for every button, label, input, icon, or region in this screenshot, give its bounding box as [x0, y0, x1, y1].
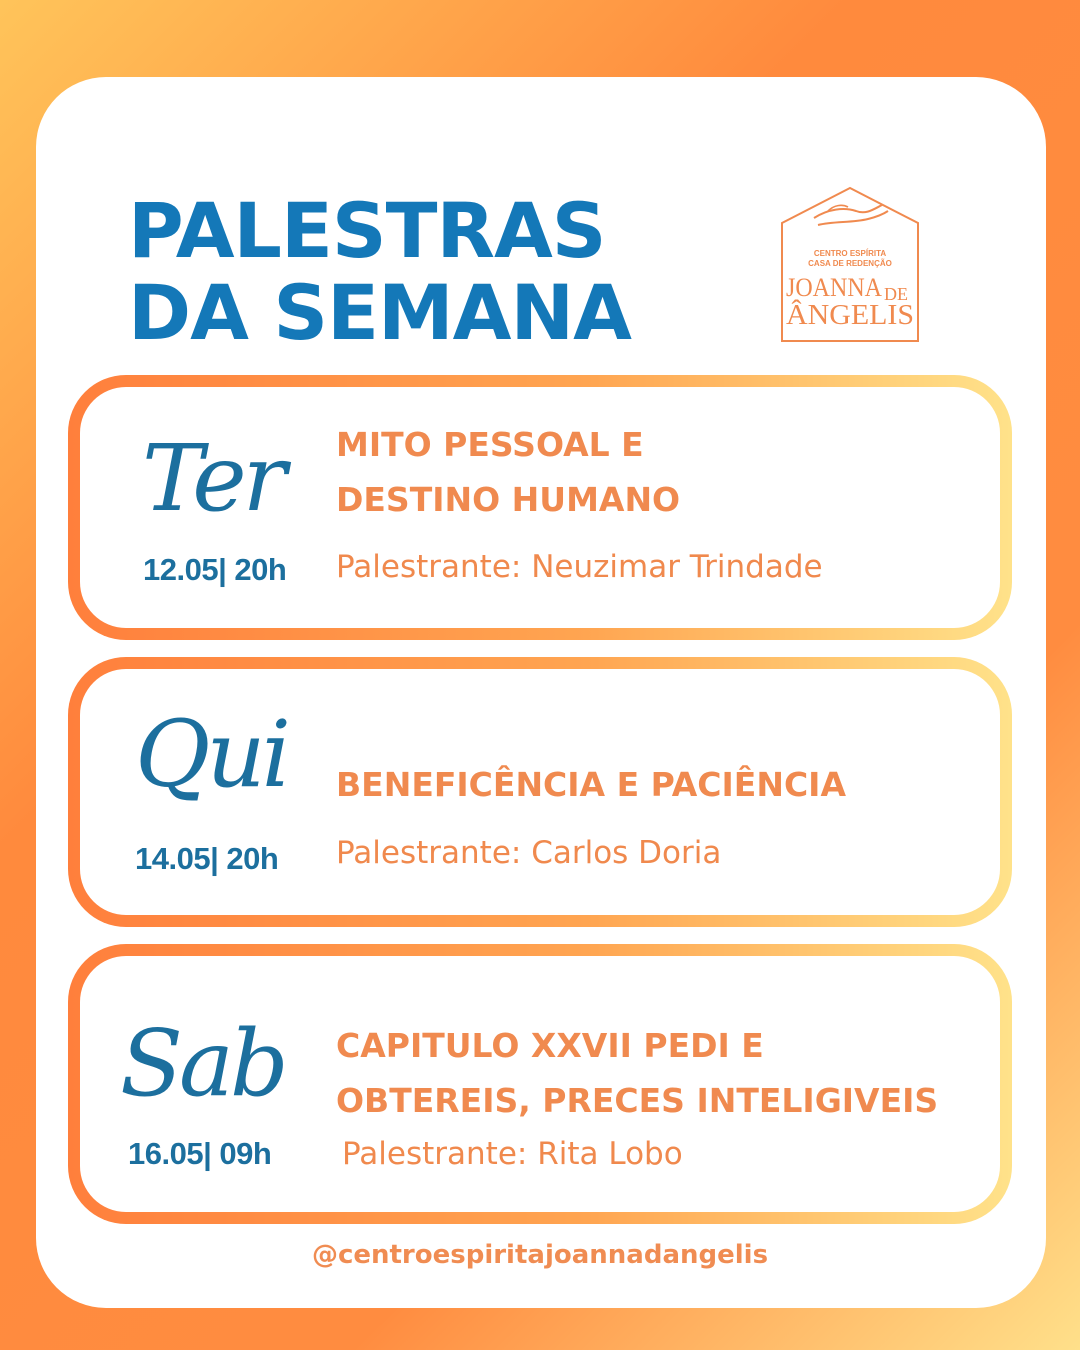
- topic-line-1: BENEFICÊNCIA E PACIÊNCIA: [336, 765, 847, 804]
- logo-line-1: CENTRO ESPÍRITA: [813, 249, 887, 258]
- event-card-tuesday: [68, 375, 1012, 640]
- logo-line-2: CASA DE REDENÇÃO: [808, 259, 892, 268]
- event-card-saturday: [68, 944, 1012, 1224]
- event-topic: [336, 417, 680, 527]
- instagram-handle[interactable]: @centroespiritajoannadangelis: [311, 1240, 769, 1270]
- event-card-thursday: [68, 657, 1012, 927]
- logo-name-2: ÂNGELIS: [786, 300, 914, 331]
- event-topic: [336, 757, 846, 812]
- title-line-2: DA SEMANA: [128, 268, 631, 357]
- logo-de: DE: [884, 284, 908, 304]
- topic-line-2: OBTEREIS, PRECES INTELIGIVEIS: [336, 1081, 939, 1120]
- topic-line-1: MITO PESSOAL E: [336, 425, 644, 464]
- event-day: Sab: [120, 1010, 285, 1117]
- event-day: Qui: [135, 701, 288, 808]
- event-card-inner: [80, 387, 1000, 628]
- event-day: Ter: [142, 425, 283, 532]
- event-card-inner: [80, 669, 1000, 915]
- page-title: [128, 186, 631, 357]
- event-date: 14.05| 20h: [135, 841, 279, 876]
- topic-line-1: CAPITULO XXVII PEDI E: [336, 1026, 764, 1065]
- event-speaker: Palestrante: Carlos Doria: [336, 835, 722, 871]
- event-speaker: Palestrante: Neuzimar Trindade: [336, 549, 823, 585]
- logo-name-1: JOANNA: [786, 273, 883, 302]
- event-date: 12.05| 20h: [143, 552, 287, 587]
- event-topic: [336, 1018, 938, 1128]
- organization-logo: [778, 185, 923, 343]
- topic-line-2: DESTINO HUMANO: [336, 480, 681, 519]
- title-line-1: PALESTRAS: [128, 186, 606, 275]
- event-date: 16.05| 09h: [128, 1136, 272, 1171]
- event-card-inner: [80, 956, 1000, 1212]
- event-speaker: Palestrante: Rita Lobo: [342, 1136, 683, 1172]
